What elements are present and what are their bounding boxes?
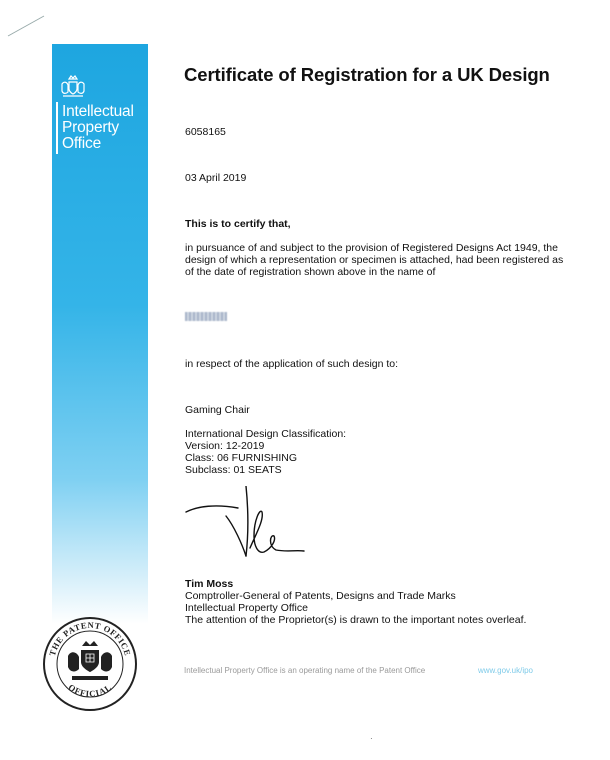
- redacted-proprietor-name: [185, 312, 227, 321]
- respect-line: in respect of the application of such design to:: [185, 358, 399, 370]
- design-number: 6058165: [185, 126, 226, 138]
- signatory-office: Intellectual Property Office: [185, 602, 308, 614]
- footer-note: Intellectual Property Office is an operating name of the Patent Office: [184, 666, 426, 675]
- certify-body: in pursuance of and subject to the provision of Registered Designs Act 1949, the design of which a representation or specimen is attached, had been registered as of the date of registration shown above in the name of: [185, 242, 564, 278]
- signatory-role: Comptroller-General of Patents, Designs and Trade Marks: [185, 590, 456, 602]
- seal-bottom-text: OFFICIAL: [66, 681, 114, 699]
- certificate-title: Certificate of Registration for a UK Design: [184, 64, 550, 85]
- certify-heading: This is to certify that,: [185, 218, 291, 230]
- signature-image: [176, 486, 316, 566]
- registration-date: 03 April 2019: [185, 172, 247, 184]
- logo-divider: [56, 102, 58, 154]
- seal-top-text: THE PATENT OFFICE: [47, 619, 133, 658]
- classification-version: Version: 12-2019: [185, 440, 265, 452]
- classification-subclass: Subclass: 01 SEATS: [185, 464, 282, 476]
- scan-mark-decoration: [6, 12, 46, 38]
- logo-line: Office: [62, 135, 102, 152]
- logo-line: Intellectual: [62, 103, 134, 120]
- scan-dot-decoration: ·: [370, 734, 373, 743]
- design-product: Gaming Chair: [185, 404, 250, 416]
- ipo-logo-text: [62, 104, 152, 152]
- proprietor-note: The attention of the Proprietor(s) is drawn to the important notes overleaf.: [185, 614, 527, 626]
- signatory-name: Tim Moss: [185, 578, 234, 590]
- classification-class: Class: 06 FURNISHING: [185, 452, 298, 464]
- patent-office-seal: [42, 616, 138, 712]
- logo-line: Property: [62, 119, 119, 136]
- royal-crest-icon: [58, 74, 88, 100]
- classification-heading: International Design Classification:: [185, 428, 347, 440]
- footer-website-link[interactable]: www.gov.uk/ipo: [478, 666, 533, 675]
